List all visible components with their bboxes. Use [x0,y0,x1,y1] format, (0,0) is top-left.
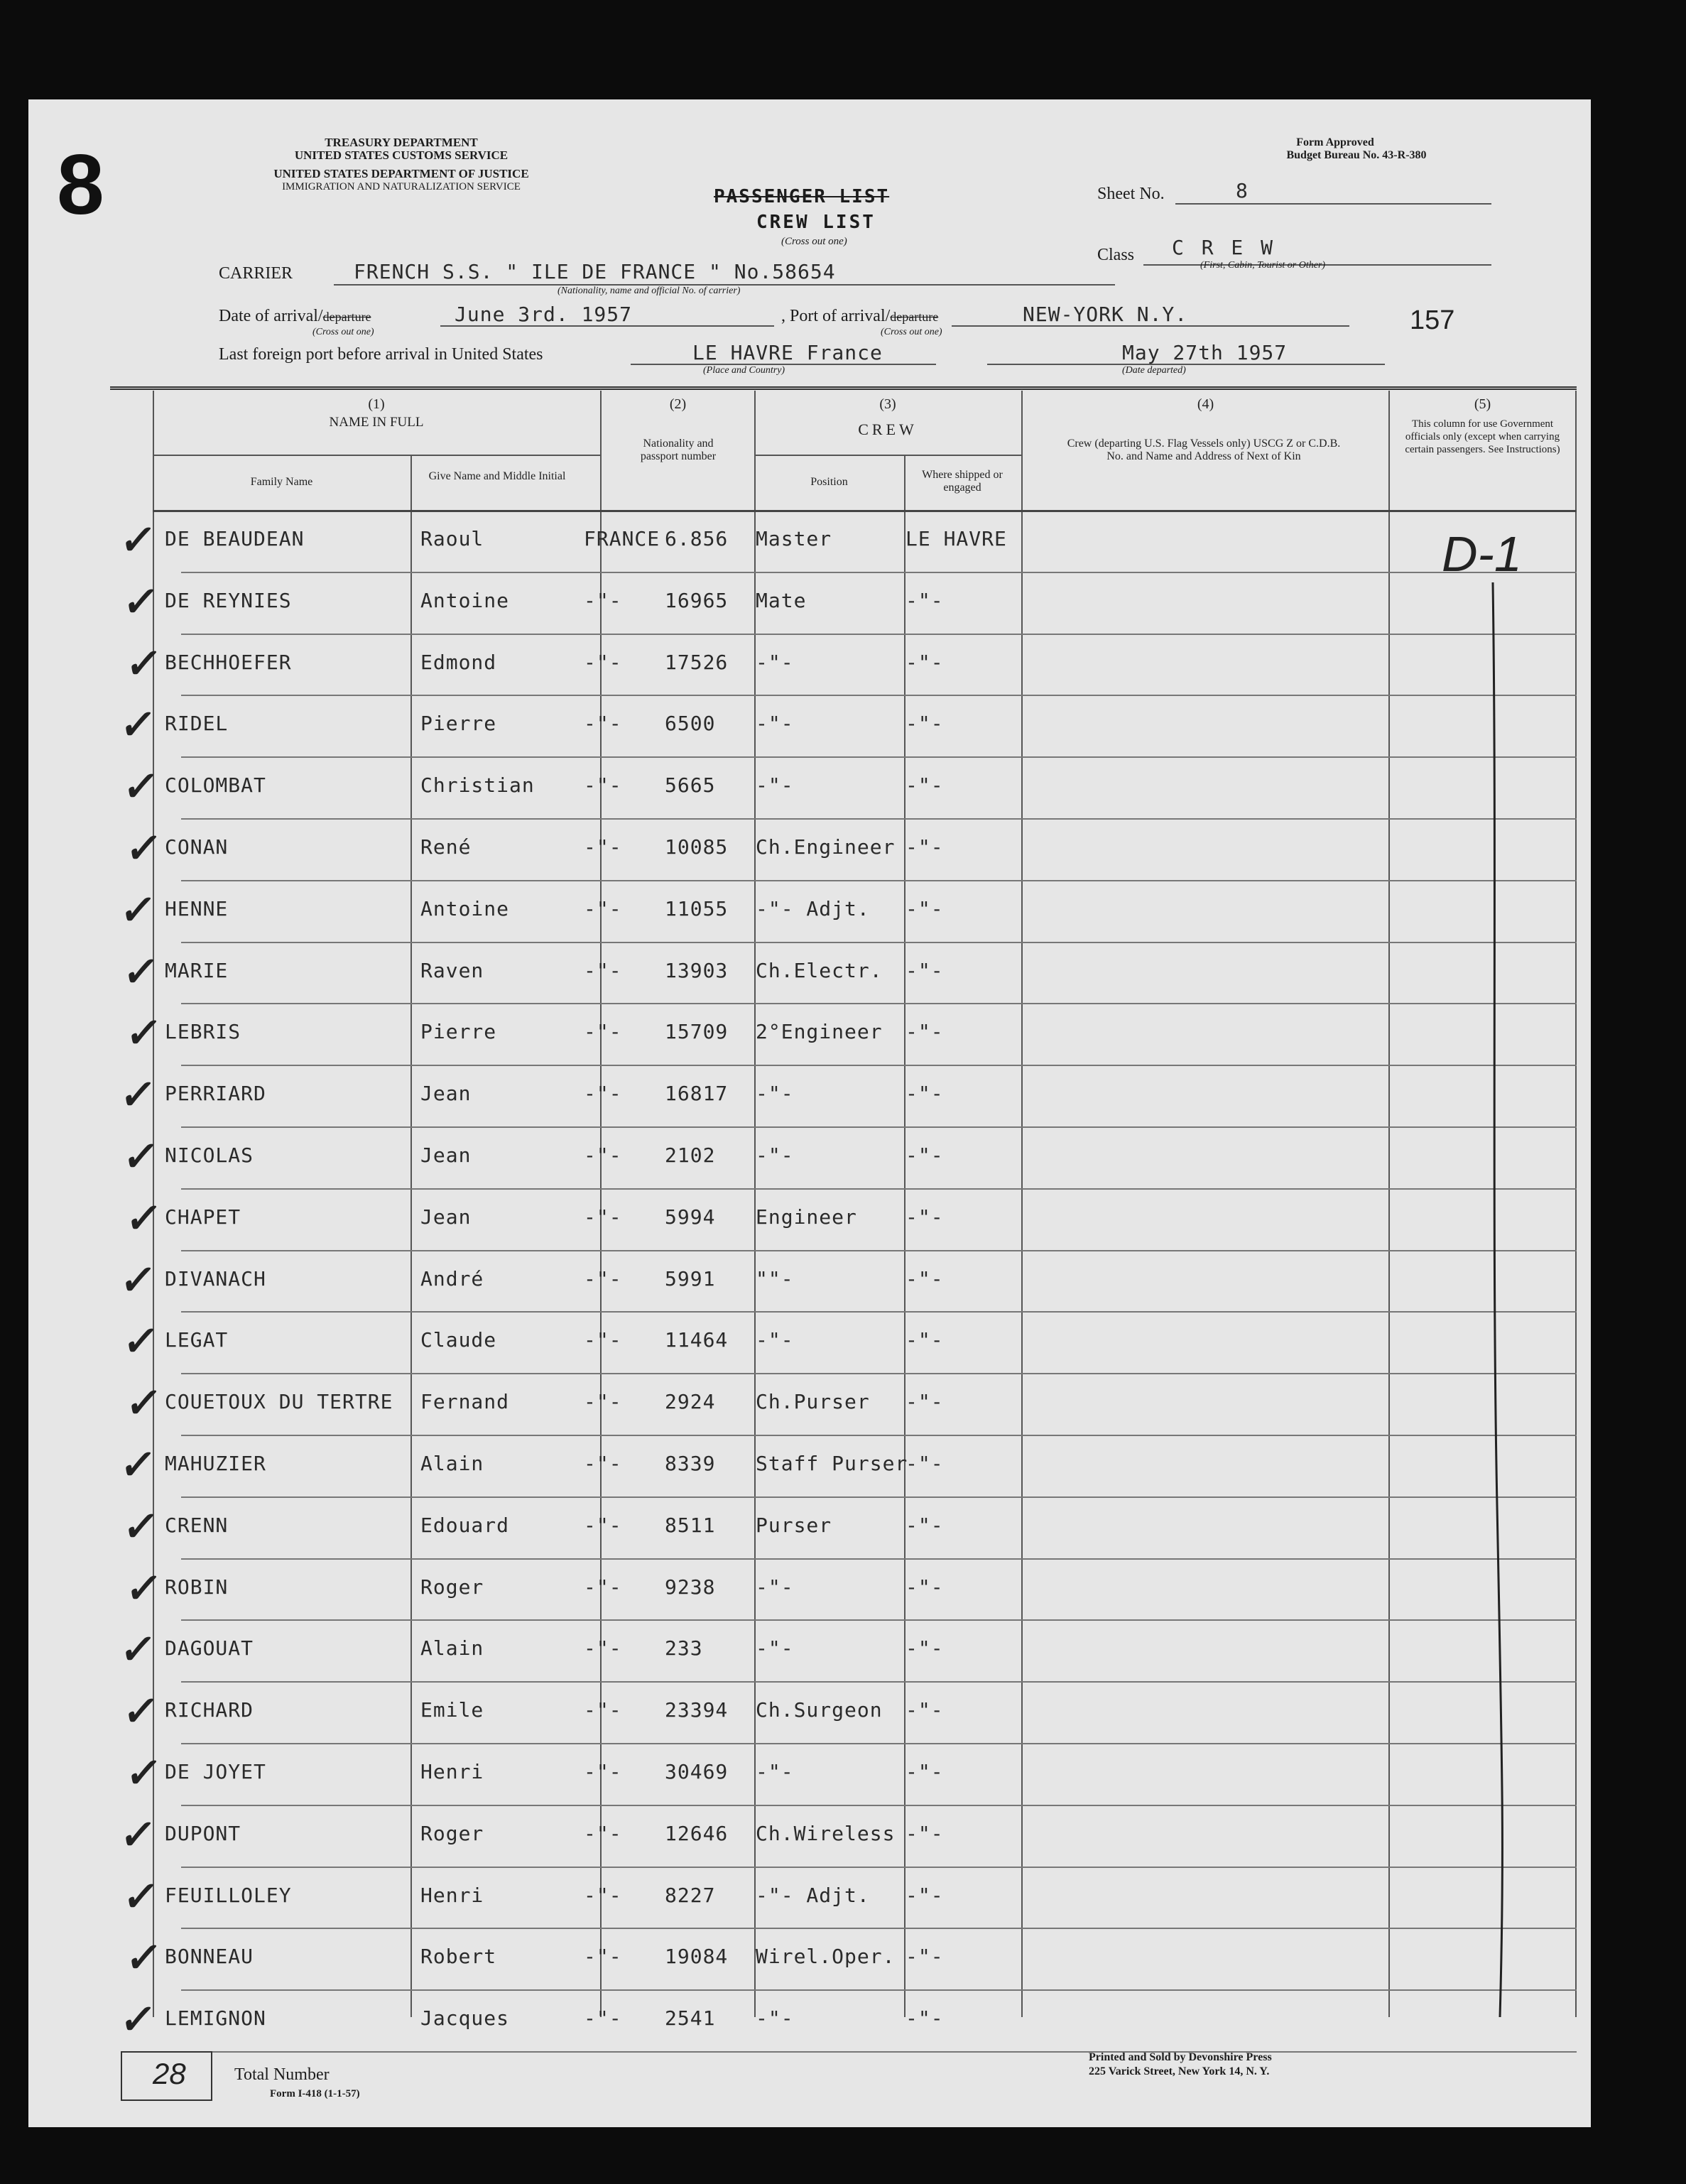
row-divider [181,942,1577,943]
row-divider [181,756,1577,758]
port-arrival-underline [952,325,1349,327]
crew-where-shipped: -"- [905,1020,944,1044]
crew-passport: 16965 [665,588,729,612]
crew-passport: 2924 [665,1390,716,1414]
crew-given-name: Roger [420,1821,484,1845]
crew-position: ""- [756,1266,794,1291]
crew-passport: 2102 [665,1143,716,1167]
col3-position: Position [810,476,848,488]
crew-position: Ch.Purser [756,1390,870,1414]
port-arrival-note: (Cross out one) [881,327,942,337]
crew-position: Ch.Wireless [756,1821,896,1845]
col1-given: Give Name and Middle Initial [428,470,566,482]
crew-given-name: Alain [420,1636,484,1661]
crew-where-shipped: LE HAVRE [905,527,1007,550]
crew-nationality: -"- [584,1390,622,1414]
checkmark-icon: ✓ [120,578,162,625]
checkmark-icon: ✓ [123,640,165,687]
class-value: C R E W [1172,236,1276,259]
crew-where-shipped: -"- [905,1082,944,1106]
crew-family-name: COLOMBAT [165,773,266,798]
row-divider [181,1558,1577,1560]
crew-given-name: Claude [420,1328,497,1352]
budget-bureau: Budget Bureau No. 43-R-380 [1286,149,1427,161]
crew-nationality: -"- [584,1143,622,1167]
crew-given-name: Jacques [420,2006,510,2031]
row-divider [181,1435,1577,1436]
port-arrival-label-text: , Port of arrival/ [781,307,891,325]
crew-given-name: Jean [420,1205,472,1229]
row-divider [181,1188,1577,1190]
checkmark-icon: ✓ [120,1318,162,1365]
crew-position: -"- [756,1143,794,1167]
crew-given-name: Henri [420,1883,484,1907]
row-divider [181,1681,1577,1683]
date-arrival-underline [440,325,774,327]
crew-position: -"- [756,1760,794,1783]
col2-num: (2) [669,396,687,412]
crew-given-name: René [420,835,472,859]
row-divider [181,1496,1577,1498]
last-port-date-note: (Date departed) [1122,365,1186,376]
crew-nationality: -"- [584,1698,622,1722]
row-divider [181,2051,1577,2053]
crew-given-name: Pierre [420,712,497,736]
crew-nationality: -"- [584,1205,622,1229]
checkmark-icon: ✓ [123,1195,165,1242]
crew-given-name: Robert [420,1945,497,1969]
crew-nationality: -"- [584,1760,622,1783]
crew-nationality: -"- [584,1883,622,1907]
crew-passport: 5994 [665,1205,716,1229]
row-divider [181,1989,1577,1991]
total-label: Total Number [234,2065,330,2084]
crew-position: Master [756,527,832,550]
crew-family-name: CONAN [165,835,229,859]
checkmark-icon: ✓ [123,1565,165,1612]
crew-passport: 233 [665,1636,703,1661]
row-divider [181,1003,1577,1004]
checkmark-icon: ✓ [123,825,165,871]
crew-given-name: Jean [420,1143,472,1167]
crew-passport: 11055 [665,896,729,920]
col4-num: (4) [1197,396,1214,412]
crew-nationality: -"- [584,1328,622,1352]
checkmark-icon: ✓ [117,1626,159,1673]
crew-family-name: RICHARD [165,1698,254,1722]
crew-where-shipped: -"- [905,1390,944,1414]
crew-nationality: -"- [584,896,622,920]
crew-position: -"- [756,712,794,736]
crew-nationality: -"- [584,1020,622,1044]
row-divider [181,1743,1577,1744]
crew-family-name: CRENN [165,1513,229,1537]
crew-position: Wirel.Oper. [756,1945,896,1969]
crew-given-name: Edmond [420,650,497,674]
form-approved: Form Approved [1296,136,1374,148]
crew-passport: 6500 [665,712,716,736]
annotation-d1: D-1 [1442,526,1522,582]
checkmark-icon: ✓ [123,1380,165,1427]
crew-family-name: BONNEAU [165,1945,254,1969]
crew-where-shipped: -"- [905,712,944,736]
crew-nationality: -"- [584,650,622,674]
crew-nationality: -"- [584,588,622,612]
crew-nationality: -"- [584,1575,622,1599]
crew-where-shipped: -"- [905,773,944,798]
crew-family-name: LEGAT [165,1328,229,1352]
crew-where-shipped: -"- [905,588,944,612]
col2-title: Nationality and passport number [640,438,717,462]
title-passenger-crossed: PASSENGER LIST [714,186,890,207]
crew-position: -"- [756,1575,794,1599]
crew-family-name: DE JOYET [165,1760,266,1783]
header-sub-line-3 [754,455,1021,456]
crew-passport: 2541 [665,2006,716,2031]
row-divider [181,1065,1577,1066]
crew-nationality: -"- [584,1636,622,1661]
col1-family: Family Name [250,476,313,488]
sheet-underline [1175,203,1491,205]
crew-nationality: -"- [584,1266,622,1291]
crew-passport: 6.856 [665,527,729,550]
crew-nationality: -"- [584,1452,622,1475]
crew-nationality: -"- [584,1945,622,1969]
crew-family-name: FEUILLOLEY [165,1883,292,1907]
crew-family-name: PERRIARD [165,1082,266,1106]
checkmark-icon: ✓ [117,517,159,563]
row-divider [181,634,1577,635]
crew-given-name: Edouard [420,1513,510,1537]
port-arrival-crossed: departure [890,310,939,324]
crew-where-shipped: -"- [905,650,944,674]
crew-where-shipped: -"- [905,1328,944,1352]
crew-where-shipped: -"- [905,1452,944,1475]
title-note: (Cross out one) [781,236,847,247]
crew-family-name: DUPONT [165,1821,241,1845]
crew-given-name: Fernand [420,1390,510,1414]
crew-family-name: CHAPET [165,1205,241,1229]
printer-line-1: Printed and Sold by Devonshire Press [1089,2051,1272,2063]
last-port-date: May 27th 1957 [1122,341,1288,364]
crew-nationality: FRANCE [584,527,660,550]
crew-position: 2°Engineer [756,1020,883,1044]
crew-passport: 11464 [665,1328,729,1352]
crew-nationality: -"- [584,2006,622,2031]
crew-where-shipped: -"- [905,1205,944,1229]
crew-family-name: BECHHOEFER [165,650,292,674]
row-divider [181,818,1577,820]
crew-passport: 5665 [665,773,716,798]
crew-family-name: DIVANACH [165,1266,266,1291]
checkmark-icon: ✓ [117,1996,159,2043]
col-sep-given [410,455,412,2017]
crew-where-shipped: -"- [905,958,944,982]
crew-family-name: COUETOUX DU TERTRE [165,1390,393,1414]
checkmark-icon: ✓ [117,702,159,749]
crew-given-name: Raven [420,958,484,982]
agency-line-1: TREASURY DEPARTMENT [325,136,478,149]
page-number: 8 [57,137,104,232]
crew-family-name: DE REYNIES [165,588,292,612]
col5-title: This column for use Government officials only (except when carrying certain passengers. See Instructions) [1405,418,1560,455]
crew-family-name: LEBRIS [165,1020,241,1044]
crew-passport: 10085 [665,835,729,859]
carrier-label: CARRIER [219,264,293,283]
row-divider [181,1805,1577,1806]
crew-where-shipped: -"- [905,1266,944,1291]
crew-family-name: MARIE [165,958,229,982]
printer-line-2: 225 Varick Street, New York 14, N. Y. [1089,2065,1270,2077]
row-divider [181,1619,1577,1621]
crew-family-name: LEMIGNON [165,2006,266,2031]
crew-passport: 9238 [665,1575,716,1599]
crew-where-shipped: -"- [905,2006,944,2031]
crew-passport: 5991 [665,1266,716,1291]
crew-family-name: MAHUZIER [165,1452,266,1475]
date-arrival-label-text: Date of arrival/ [219,307,323,325]
crew-position: -"- [756,2006,794,2031]
col3-where: Where shipped or engaged [922,469,1003,494]
checkmark-icon: ✓ [120,1873,162,1920]
crew-given-name: Alain [420,1452,484,1475]
last-port-date-underline [987,364,1385,365]
crew-passport: 23394 [665,1698,729,1722]
crew-where-shipped: -"- [905,1883,944,1907]
crew-passport: 16817 [665,1082,729,1106]
crew-given-name: Henri [420,1760,484,1783]
crew-given-name: Antoine [420,896,510,920]
crew-position: Ch.Surgeon [756,1698,883,1722]
checkmark-icon: ✓ [120,1688,162,1735]
row-divider [181,1867,1577,1868]
port-arrival-label [781,307,938,326]
crew-position: Ch.Electr. [756,958,883,982]
crew-nationality: -"- [584,1821,622,1845]
row-divider [181,1126,1577,1128]
crew-where-shipped: -"- [905,1698,944,1722]
title-crew-list: CREW LIST [756,212,876,233]
crew-given-name: Antoine [420,588,510,612]
crew-where-shipped: -"- [905,1513,944,1537]
crew-where-shipped: -"- [905,1945,944,1969]
port-arrival-value: NEW-YORK N.Y. [1023,303,1188,326]
crew-given-name: Pierre [420,1020,497,1044]
carrier-note: (Nationality, name and official No. of carrier) [558,286,741,296]
crew-passport: 17526 [665,650,729,674]
crew-given-name: Christian [420,773,535,798]
last-port-value: LE HAVRE France [692,341,883,364]
document-page [28,99,1591,2127]
crew-family-name: DAGOUAT [165,1636,254,1661]
crew-where-shipped: -"- [905,1821,944,1845]
crew-passport: 8339 [665,1452,716,1475]
crew-nationality: -"- [584,835,622,859]
col5-num: (5) [1474,396,1491,412]
crew-position: -"- Adjt. [756,1883,870,1907]
col1-title: NAME IN FULL [329,415,424,430]
agency-line-3: UNITED STATES DEPARTMENT OF JUSTICE [273,167,529,180]
crew-nationality: -"- [584,1082,622,1106]
checkmark-icon: ✓ [123,1935,165,1982]
checkmark-icon: ✓ [120,1134,162,1180]
checkmark-icon: ✓ [117,1811,159,1858]
checkmark-icon: ✓ [120,764,162,810]
stamp-number: 157 [1410,305,1455,335]
col3-title: CREW [858,420,918,438]
checkmark-icon: ✓ [120,1503,162,1550]
sheet-value: 8 [1236,179,1249,202]
row-divider [181,1311,1577,1313]
crew-given-name: Roger [420,1575,484,1599]
form-id: Form I-418 (1-1-57) [270,2088,360,2099]
agency-line-4: IMMIGRATION AND NATURALIZATION SERVICE [282,181,521,192]
header-sub-line-1 [153,455,602,456]
checkmark-icon: ✓ [117,886,159,933]
crew-given-name: Emile [420,1698,484,1722]
total-value: 28 [153,2057,186,2090]
row-divider [181,1928,1577,1929]
crew-where-shipped: -"- [905,835,944,859]
crew-position: Purser [756,1513,832,1537]
crew-where-shipped: -"- [905,1760,944,1783]
checkmark-icon: ✓ [117,1442,159,1488]
crew-position: -"- [756,1636,794,1661]
crew-family-name: HENNE [165,896,229,920]
header-bottom-line [153,510,1577,512]
last-port-note: (Place and Country) [703,365,785,376]
col3-num: (3) [879,396,896,412]
col4-title: Crew (departing U.S. Flag Vessels only) USCG Z or C.D.B. No. and Name and Address of Next of Kin [1067,438,1341,462]
crew-position: -"- [756,650,794,674]
crew-given-name: Raoul [420,527,484,550]
crew-position: Engineer [756,1205,857,1229]
class-note: (First, Cabin, Tourist or Other) [1200,260,1326,271]
checkmark-icon: ✓ [123,1750,165,1796]
crew-where-shipped: -"- [905,1636,944,1661]
crew-position: -"- [756,773,794,798]
crew-position: -"- [756,1328,794,1352]
crew-family-name: ROBIN [165,1575,229,1599]
crew-passport: 8511 [665,1513,716,1537]
crew-passport: 19084 [665,1945,729,1969]
checkmark-icon: ✓ [120,948,162,995]
crew-position: Staff Purser [756,1452,908,1475]
checkmark-icon: ✓ [123,1010,165,1057]
crew-nationality: -"- [584,958,622,982]
row-divider [181,1373,1577,1374]
crew-passport: 15709 [665,1020,729,1044]
date-arrival-note: (Cross out one) [312,327,374,337]
date-arrival-label [219,307,371,326]
row-divider [181,1250,1577,1251]
crew-position: -"- [756,1082,794,1106]
last-port-label: Last foreign port before arrival in United States [219,345,543,364]
crew-nationality: -"- [584,712,622,736]
crew-passport: 8227 [665,1883,716,1907]
date-arrival-value: June 3rd. 1957 [455,303,633,326]
crew-given-name: André [420,1266,484,1291]
checkmark-icon: ✓ [117,1256,159,1303]
crew-position: Ch.Engineer [756,835,896,859]
crew-position: -"- Adjt. [756,896,870,920]
crew-passport: 12646 [665,1821,729,1845]
row-divider [181,880,1577,881]
crew-where-shipped: -"- [905,896,944,920]
crew-family-name: DE BEAUDEAN [165,527,305,550]
sheet-label: Sheet No. [1097,185,1165,203]
annotation-vertical-line [1484,582,1513,2017]
crew-family-name: RIDEL [165,712,229,736]
crew-given-name: Jean [420,1082,472,1106]
row-divider [181,695,1577,696]
col1-num: (1) [368,396,385,412]
agency-line-2: UNITED STATES CUSTOMS SERVICE [294,148,508,162]
crew-position: Mate [756,588,807,612]
crew-passport: 30469 [665,1760,729,1783]
row-divider [181,572,1577,573]
carrier-value: FRENCH S.S. " ILE DE FRANCE " No.58654 [354,260,836,283]
date-arrival-crossed: departure [322,310,371,324]
class-label: Class [1097,246,1135,264]
crew-nationality: -"- [584,1513,622,1537]
checkmark-icon: ✓ [117,1072,159,1119]
crew-family-name: NICOLAS [165,1143,254,1167]
crew-passport: 13903 [665,958,729,982]
crew-where-shipped: -"- [905,1575,944,1599]
crew-where-shipped: -"- [905,1143,944,1167]
crew-nationality: -"- [584,773,622,798]
table-top-border [110,386,1577,390]
